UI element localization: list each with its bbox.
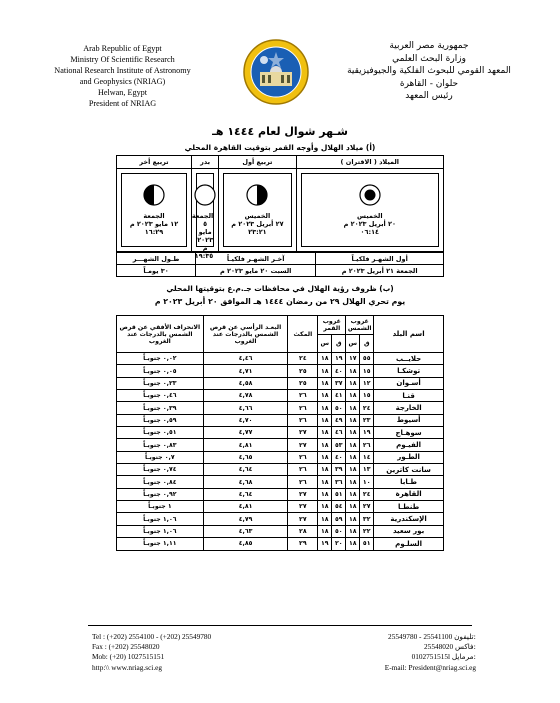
horizontal-deviation: ٠,٠٢ جنوبـاً xyxy=(117,353,204,365)
nriag-logo xyxy=(242,38,310,106)
footer-label: مرمايل: xyxy=(451,652,476,662)
moonset-hour: ١٨ xyxy=(318,476,332,488)
vertical-distance: ٤,٧١ xyxy=(203,365,288,377)
phase-date: ٢٧ أبريل ٢٠٢٣ م xyxy=(231,220,284,228)
moonset-hour: ١٨ xyxy=(318,525,332,537)
moonset-hour: ١٨ xyxy=(318,488,332,500)
phase-header: الميلاد ( الاقتران ) xyxy=(296,156,443,169)
table-row xyxy=(117,501,444,513)
stay-value: ٢٤ xyxy=(288,353,318,365)
table-row xyxy=(117,353,444,365)
section-a-title: (أ) ميلاد الهلال وأوجه القمر بتوقيت القاهرة المحلي xyxy=(184,143,376,152)
header-line: President of NRIAG xyxy=(88,99,157,108)
city-cell: القاهرة xyxy=(374,488,444,500)
phase-day: الجمعة xyxy=(191,212,214,220)
phase-cell xyxy=(219,169,296,252)
stay-value: ٢٨ xyxy=(288,525,318,537)
sunset-minute: ٣٢ xyxy=(360,513,374,525)
vertical-distance: ٤,٧٠ xyxy=(203,414,288,426)
unit-hour: س xyxy=(346,334,360,353)
horizontal-deviation: ١,٠٦ جنوبـاً xyxy=(117,513,204,525)
table-row xyxy=(117,513,444,525)
table-row xyxy=(117,414,444,426)
stay-value: ٢٦ xyxy=(288,464,318,476)
footer-contacts-english xyxy=(92,632,211,673)
phase-header: تربيع أول xyxy=(219,156,296,169)
footer-line: Tel : (+202) 2554100 - (+202) 25549780 xyxy=(92,632,212,641)
table-row xyxy=(117,488,444,500)
horizontal-deviation: ٠,٥١ جنوبـاً xyxy=(117,427,204,439)
sunset-minute: ٢٣ xyxy=(360,414,374,426)
phase-cell xyxy=(191,169,219,260)
unit-minute: ق xyxy=(360,334,374,353)
col-city-header: اسم البلد xyxy=(374,316,444,353)
footer-website[interactable]: http:\\ www.nriag.sci.eg xyxy=(92,662,163,672)
header-line: حلوان - القاهرة xyxy=(399,78,459,89)
moonset-minute: ٥٠ xyxy=(332,402,346,414)
vertical-distance: ٤,٧٩ xyxy=(203,513,288,525)
table-row xyxy=(117,402,444,414)
city-cell: أسيوط xyxy=(374,414,444,426)
city-cell: الفيـوم xyxy=(374,439,444,451)
moonset-minute: ٥١ xyxy=(332,488,346,500)
horizontal-deviation: ٠,٥٩ جنوبـاً xyxy=(117,414,204,426)
city-cell: قنـا xyxy=(374,390,444,402)
moonset-minute: ٢٠ xyxy=(332,538,346,550)
stay-value: ٢٧ xyxy=(288,488,318,500)
moonset-hour: ١٨ xyxy=(318,451,332,463)
horizontal-deviation: ٠,٨٣ جنوبـاً xyxy=(117,439,204,451)
unit-hour: س xyxy=(318,334,332,353)
horizontal-deviation: ١,٠٦ جنوبـاً xyxy=(117,525,204,537)
header-line: المعهد القومي للبحوث الفلكية والجيوفيزيقية xyxy=(347,66,511,76)
sunset-minute: ٥١ xyxy=(360,538,374,550)
sunset-hour: ١٨ xyxy=(346,464,360,476)
sunset-minute: ٢٤ xyxy=(360,488,374,500)
moonset-minute: ٤٠ xyxy=(332,365,346,377)
footer-email[interactable]: E-mail: President@nriag.sci.eg xyxy=(384,662,476,672)
stay-value: ٢٥ xyxy=(288,365,318,377)
header-line: جمهورية مصر العربية xyxy=(389,41,469,51)
header-line: Helwan, Egypt xyxy=(97,88,148,97)
table-row xyxy=(117,439,444,451)
city-cell: طـابا xyxy=(374,476,444,488)
horizontal-deviation: ٠,٠٥ جنوبـاً xyxy=(117,365,204,377)
footer-value: 25548020 xyxy=(424,642,454,652)
moonset-hour: ١٨ xyxy=(318,513,332,525)
phase-date: ٢٠ أبريل ٢٠٢٣ م xyxy=(343,220,396,228)
table-row xyxy=(117,538,444,550)
footer-divider xyxy=(88,625,472,626)
city-cell: أسـوان xyxy=(374,377,444,389)
sunset-minute: ٢٦ xyxy=(360,439,374,451)
stay-value: ٢٦ xyxy=(288,402,318,414)
sunset-hour: ١٨ xyxy=(346,402,360,414)
vertical-distance: ٤,٥٨ xyxy=(203,377,288,389)
vertical-distance: ٤,٨٥ xyxy=(203,538,288,550)
table-row xyxy=(117,390,444,402)
stay-value: ٢٧ xyxy=(288,513,318,525)
moonset-minute: ٣٩ xyxy=(332,464,346,476)
stay-value: ٢٧ xyxy=(288,501,318,513)
sunset-hour: ١٨ xyxy=(346,501,360,513)
header-line: رئيس المعهد xyxy=(405,91,453,101)
sunset-minute: ١٤ xyxy=(360,451,374,463)
header-line: and Geophysics (NRIAG) xyxy=(79,77,166,86)
unit-minute: ق xyxy=(332,334,346,353)
vertical-distance: ٤,٤٦ xyxy=(203,353,288,365)
stay-value: ٢٦ xyxy=(288,476,318,488)
phase-header: تربيع أخر xyxy=(117,156,192,169)
header-arabic xyxy=(344,40,514,103)
month-last-label: آخـر الشهـر فلكيـاً xyxy=(196,253,316,265)
moonset-hour: ١٨ xyxy=(318,464,332,476)
sunset-minute: ٢٧ xyxy=(360,501,374,513)
visibility-table xyxy=(116,315,444,551)
sunset-hour: ١٨ xyxy=(346,427,360,439)
footer-value: 0102751515l xyxy=(411,652,451,662)
sunset-minute: ١٥ xyxy=(360,390,374,402)
vertical-distance: ٤,٦٨ xyxy=(203,476,288,488)
table-row xyxy=(117,365,444,377)
vertical-distance: ٤,٨١ xyxy=(203,439,288,451)
header-line: National Research Institute of Astronomy xyxy=(54,66,191,75)
header-line: وزارة البحث العلمي xyxy=(392,53,466,64)
sunset-hour: ١٨ xyxy=(346,488,360,500)
sunset-minute: ١٣ xyxy=(360,464,374,476)
sunset-hour: ١٨ xyxy=(346,476,360,488)
sunset-hour: ١٨ xyxy=(346,538,360,550)
horizontal-deviation: ١ جنوبـاً xyxy=(117,501,204,513)
moonset-hour: ١٨ xyxy=(318,501,332,513)
first-quarter-icon xyxy=(246,184,268,206)
horizontal-deviation: ٠,٧ جنوبـاً xyxy=(117,451,204,463)
sunset-hour: ١٧ xyxy=(346,353,360,365)
phase-date: ٥ مايو ٢٠٢٣ م xyxy=(197,220,214,252)
phase-day: الخميس xyxy=(244,212,271,220)
col-stay-header: المكث xyxy=(288,316,318,353)
stay-value: ٢٦ xyxy=(288,451,318,463)
sunset-minute: ١٩ xyxy=(360,427,374,439)
vertical-distance: ٤,٦٤ xyxy=(203,464,288,476)
month-length-value: ٣٠ يومـاً xyxy=(117,265,196,277)
month-first-value: الجمعة ٢١ أبريل ٢٠٢٣ م xyxy=(316,265,444,277)
sunset-hour: ١٨ xyxy=(346,414,360,426)
stay-value: ٢٦ xyxy=(288,390,318,402)
moonset-minute: ٥٩ xyxy=(332,513,346,525)
footer-value: 25549780 - 25541100 xyxy=(388,632,453,641)
sunset-minute: ٢٢ xyxy=(360,525,374,537)
city-cell: السلـوم xyxy=(374,538,444,550)
header-line: Ministry Of Scientific Research xyxy=(70,55,175,64)
sunset-hour: ١٨ xyxy=(346,390,360,402)
table-row xyxy=(117,427,444,439)
footer-line: Mob: (+20) 1027515151 xyxy=(92,652,165,662)
horizontal-deviation: ٠,٢٣ جنوبـاً xyxy=(117,377,204,389)
month-info-table xyxy=(116,252,444,277)
phase-day: الجمعة xyxy=(143,212,165,220)
moonset-hour: ١٨ xyxy=(318,353,332,365)
horizontal-deviation: ٠,٣٩ جنوبـاً xyxy=(117,402,204,414)
moonset-minute: ٤٦ xyxy=(332,427,346,439)
moonset-minute: ٥٠ xyxy=(332,525,346,537)
city-cell: الخارجة xyxy=(374,402,444,414)
phase-date: ١٢ مايو ٢٠٢٣ م xyxy=(129,220,179,228)
stay-value: ٢٧ xyxy=(288,427,318,439)
sunset-hour: ١٨ xyxy=(346,439,360,451)
last-quarter-icon xyxy=(143,184,165,206)
horizontal-deviation: ٠,٤٦ جنوبـاً xyxy=(117,390,204,402)
phase-time: ١٩:٣٥ xyxy=(194,252,214,260)
phase-time: ٢٣:٢١ xyxy=(248,228,267,236)
page-title: شـهر شوال لعام ١٤٤٤ هـ xyxy=(212,125,348,138)
city-cell: سانت كاترين xyxy=(374,464,444,476)
moonset-hour: ١٨ xyxy=(318,414,332,426)
sunset-minute: ٥٥ xyxy=(360,353,374,365)
moonset-minute: ١٩ xyxy=(332,353,346,365)
sunset-hour: ١٨ xyxy=(346,377,360,389)
header-english xyxy=(30,43,215,109)
phase-cell xyxy=(117,169,192,252)
moonset-minute: ٣٦ xyxy=(332,476,346,488)
sunset-hour: ١٨ xyxy=(346,451,360,463)
sunset-hour: ١٨ xyxy=(346,365,360,377)
phase-time: ١٦:٢٩ xyxy=(144,228,164,236)
footer-contacts-arabic xyxy=(385,632,476,673)
new-moon-icon xyxy=(359,184,381,206)
stay-value: ٢٩ xyxy=(288,538,318,550)
vertical-distance: ٤,٧٨ xyxy=(203,390,288,402)
moonset-hour: ١٩ xyxy=(318,538,332,550)
moonset-minute: ٥٤ xyxy=(332,501,346,513)
full-moon-icon xyxy=(194,184,216,206)
moonset-hour: ١٨ xyxy=(318,390,332,402)
col-horiz-header: الانحراف الأفقي عن قرص الشمس بالدرجات عند الغروب xyxy=(117,316,204,353)
vertical-distance: ٤,٨١ xyxy=(203,501,288,513)
header-line: Arab Republic of Egypt xyxy=(83,44,162,53)
month-last-value: السبت ٢٠ مايو ٢٠٢٣ م xyxy=(196,265,316,277)
vertical-distance: ٤,٦٥ xyxy=(203,451,288,463)
phase-time: ٠٦:١٤ xyxy=(360,228,380,236)
sunset-hour: ١٨ xyxy=(346,513,360,525)
table-row xyxy=(117,464,444,476)
moonset-minute: ٤٠ xyxy=(332,451,346,463)
col-moonset-header: غروب القمر xyxy=(318,316,346,335)
moonset-hour: ١٨ xyxy=(318,377,332,389)
vertical-distance: ٤,٦٣ xyxy=(203,525,288,537)
sunset-minute: ٢٤ xyxy=(360,402,374,414)
horizontal-deviation: ٠,٧٤ جنوبـاً xyxy=(117,464,204,476)
table-row xyxy=(117,377,444,389)
moonset-hour: ١٨ xyxy=(318,365,332,377)
moonset-minute: ٣٧ xyxy=(332,377,346,389)
sunset-minute: ١٥ xyxy=(360,365,374,377)
vertical-distance: ٤,٦٦ xyxy=(203,402,288,414)
horizontal-deviation: ٠,٩٢ جنوبـاً xyxy=(117,488,204,500)
phase-cell xyxy=(296,169,443,252)
moonset-minute: ٤٩ xyxy=(332,414,346,426)
footer-line: Fax : (+202) 25548020 xyxy=(92,642,160,652)
moonset-hour: ١٨ xyxy=(318,439,332,451)
phase-header: بدر xyxy=(192,156,219,169)
vertical-distance: ٤,٦٤ xyxy=(203,488,288,500)
table-row xyxy=(117,525,444,537)
footer-label: تليفون: xyxy=(454,632,476,641)
section-b-subtitle: يوم تحري الهلال ٢٩ من رمضان ١٤٤٤ هـ الموافق ٢٠ أبريل ٢٠٢٣ م xyxy=(154,297,406,306)
sunset-minute: ١٠ xyxy=(360,476,374,488)
horizontal-deviation: ١,١١ جنوبـاً xyxy=(117,538,204,550)
month-length-label: طـول الشهـــر xyxy=(117,253,196,265)
city-cell: حلايــب xyxy=(374,353,444,365)
city-cell: توشكـا xyxy=(374,365,444,377)
table-row xyxy=(117,451,444,463)
city-cell: الإسكندرية xyxy=(374,513,444,525)
table-row xyxy=(117,476,444,488)
col-vert-header: البعـد الرأسي عن قرص الشمس بالدرجات عند الغروب xyxy=(203,316,288,353)
month-first-label: أول الشهـر فلكيـاً xyxy=(316,253,444,265)
city-cell: بور سعيد xyxy=(374,525,444,537)
phase-day: الخميس xyxy=(357,212,383,220)
stay-value: ٢٥ xyxy=(288,377,318,389)
moonset-minute: ٥٣ xyxy=(332,439,346,451)
sunset-minute: ١٢ xyxy=(360,377,374,389)
city-cell: سوهـاج xyxy=(374,427,444,439)
vertical-distance: ٤,٧٧ xyxy=(203,427,288,439)
city-cell: طنطـا xyxy=(374,501,444,513)
moonset-hour: ١٨ xyxy=(318,427,332,439)
moonset-minute: ٤١ xyxy=(332,390,346,402)
stay-value: ٢٦ xyxy=(288,414,318,426)
moonset-hour: ١٨ xyxy=(318,402,332,414)
col-sunset-header: غروب الشمس xyxy=(346,316,374,335)
footer-label: فاكس: xyxy=(455,642,476,652)
section-b-title: (ب) ظروف رؤية الهلال في محافظات جـ.م.ع بتوقيتها المحلي xyxy=(166,284,394,293)
stay-value: ٢٧ xyxy=(288,439,318,451)
city-cell: الطـور xyxy=(374,451,444,463)
sunset-hour: ١٨ xyxy=(346,525,360,537)
horizontal-deviation: ٠,٨٤ جنوبـاً xyxy=(117,476,204,488)
